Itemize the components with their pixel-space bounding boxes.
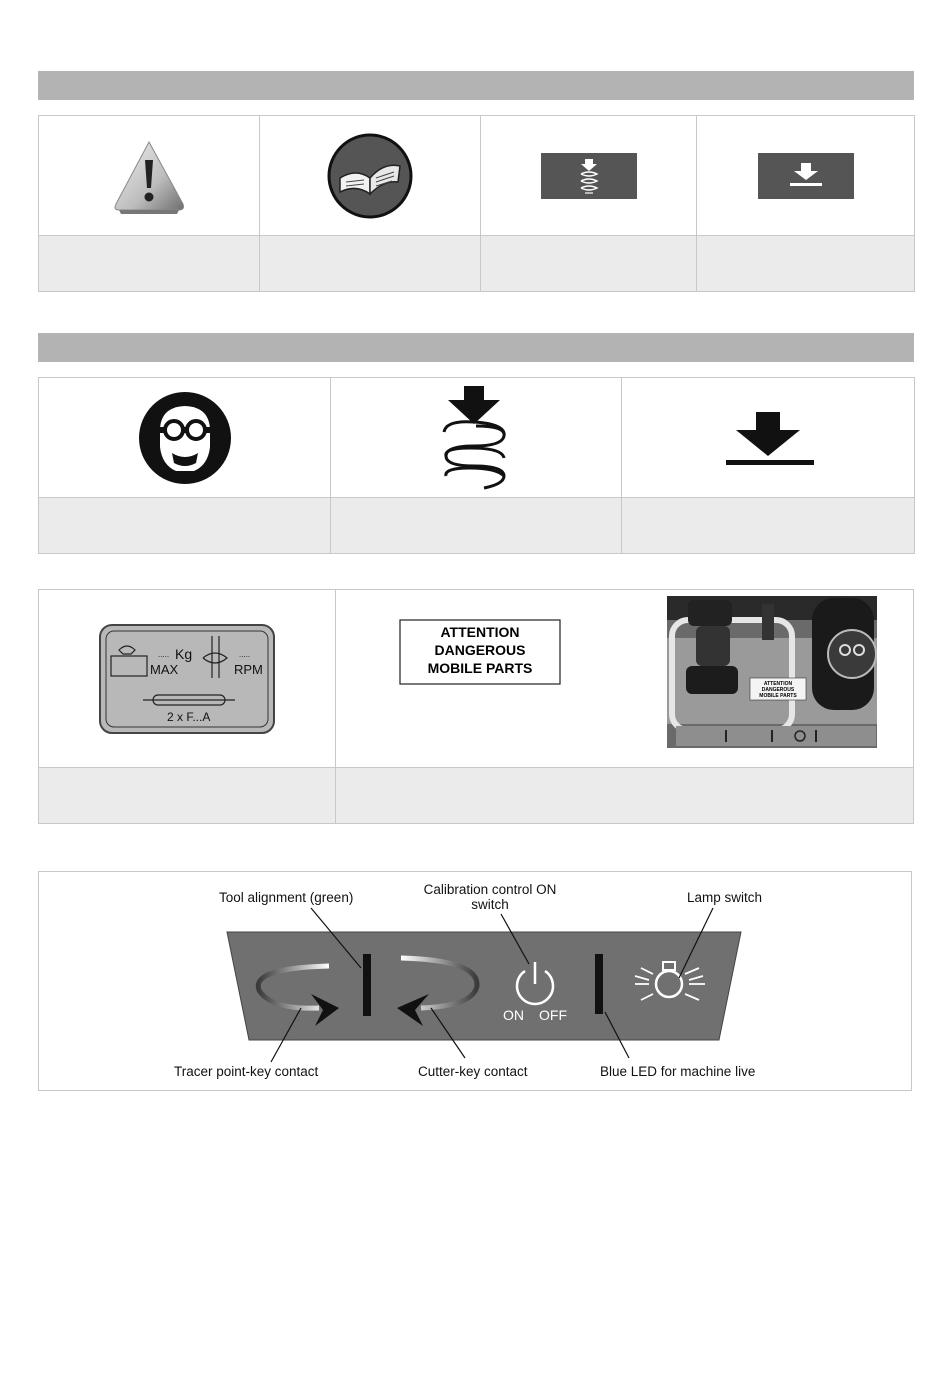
caption-press-down: [622, 498, 915, 554]
machine-labels-table: [38, 589, 914, 824]
manual-book-icon: [326, 132, 414, 220]
switch-on-label: ON: [503, 1007, 524, 1023]
plate-rpm-label: RPM: [234, 661, 263, 677]
caption-manual: [260, 236, 481, 292]
rating-plate-cell: [39, 590, 336, 768]
caption-crush-arrow: [697, 236, 915, 292]
press-down-icon: [720, 408, 816, 468]
callout-cutter: Cutter-key contact: [418, 1064, 528, 1079]
callout-tracer: Tracer point-key contact: [174, 1064, 319, 1079]
warning-triangle-icon: [109, 136, 189, 216]
callout-calibration-line1: Calibration control ON: [423, 882, 557, 897]
photo-sticker-line-3: MOBILE PARTS: [759, 693, 797, 699]
machine-photo: [667, 596, 877, 748]
manual-cell: [260, 116, 481, 236]
control-panel-svg: [39, 872, 911, 1090]
plate-dots-rpm: .....: [239, 649, 251, 659]
attention-cell: [336, 590, 914, 768]
crush-arrow-icon: [758, 153, 854, 199]
callout-calibration-line2: switch: [471, 897, 509, 912]
warning-cell: [39, 116, 260, 236]
section-header-bar: [38, 333, 914, 362]
caption-spring-crush: [481, 236, 697, 292]
safety-goggles-icon: [138, 391, 232, 485]
spring-compression-icon: [436, 384, 516, 492]
spring-compression-cell: [331, 378, 622, 498]
photo-sticker-line-1: ATTENTION: [763, 681, 793, 687]
control-panel-diagram: [38, 871, 912, 1091]
callout-tool-alignment: Tool alignment (green): [219, 890, 354, 905]
rating-plate-icon: [99, 624, 275, 734]
caption-warning: [39, 236, 260, 292]
switch-off-label: OFF: [539, 1007, 567, 1023]
caption-rating-plate: [39, 768, 336, 824]
goggles-cell: [39, 378, 331, 498]
safety-symbols-table: [38, 115, 915, 292]
crush-arrow-cell: [697, 116, 915, 236]
attention-line-3: MOBILE PARTS: [427, 660, 533, 676]
caption-goggles: [39, 498, 331, 554]
plate-max-label: MAX: [150, 661, 179, 677]
plate-dots-kg: .....: [158, 649, 170, 659]
callout-blue-led: Blue LED for machine live: [600, 1064, 756, 1079]
photo-sticker-line-2: DANGEROUS: [761, 687, 795, 693]
spring-crush-cell: [481, 116, 697, 236]
attention-line-1: ATTENTION: [440, 624, 520, 640]
callout-lamp-switch: Lamp switch: [687, 890, 763, 905]
press-down-cell: [622, 378, 915, 498]
caption-spring-compression: [331, 498, 622, 554]
section-header-bar: [38, 71, 914, 100]
attention-illustration: [336, 590, 914, 767]
caption-attention: [336, 768, 914, 824]
spring-crush-icon: [541, 153, 637, 199]
machine-symbols-table: [38, 377, 915, 554]
plate-fuse-label: 2 x F...A: [167, 709, 211, 724]
attention-line-2: DANGEROUS: [434, 642, 526, 658]
plate-kg-label: Kg: [175, 645, 193, 662]
